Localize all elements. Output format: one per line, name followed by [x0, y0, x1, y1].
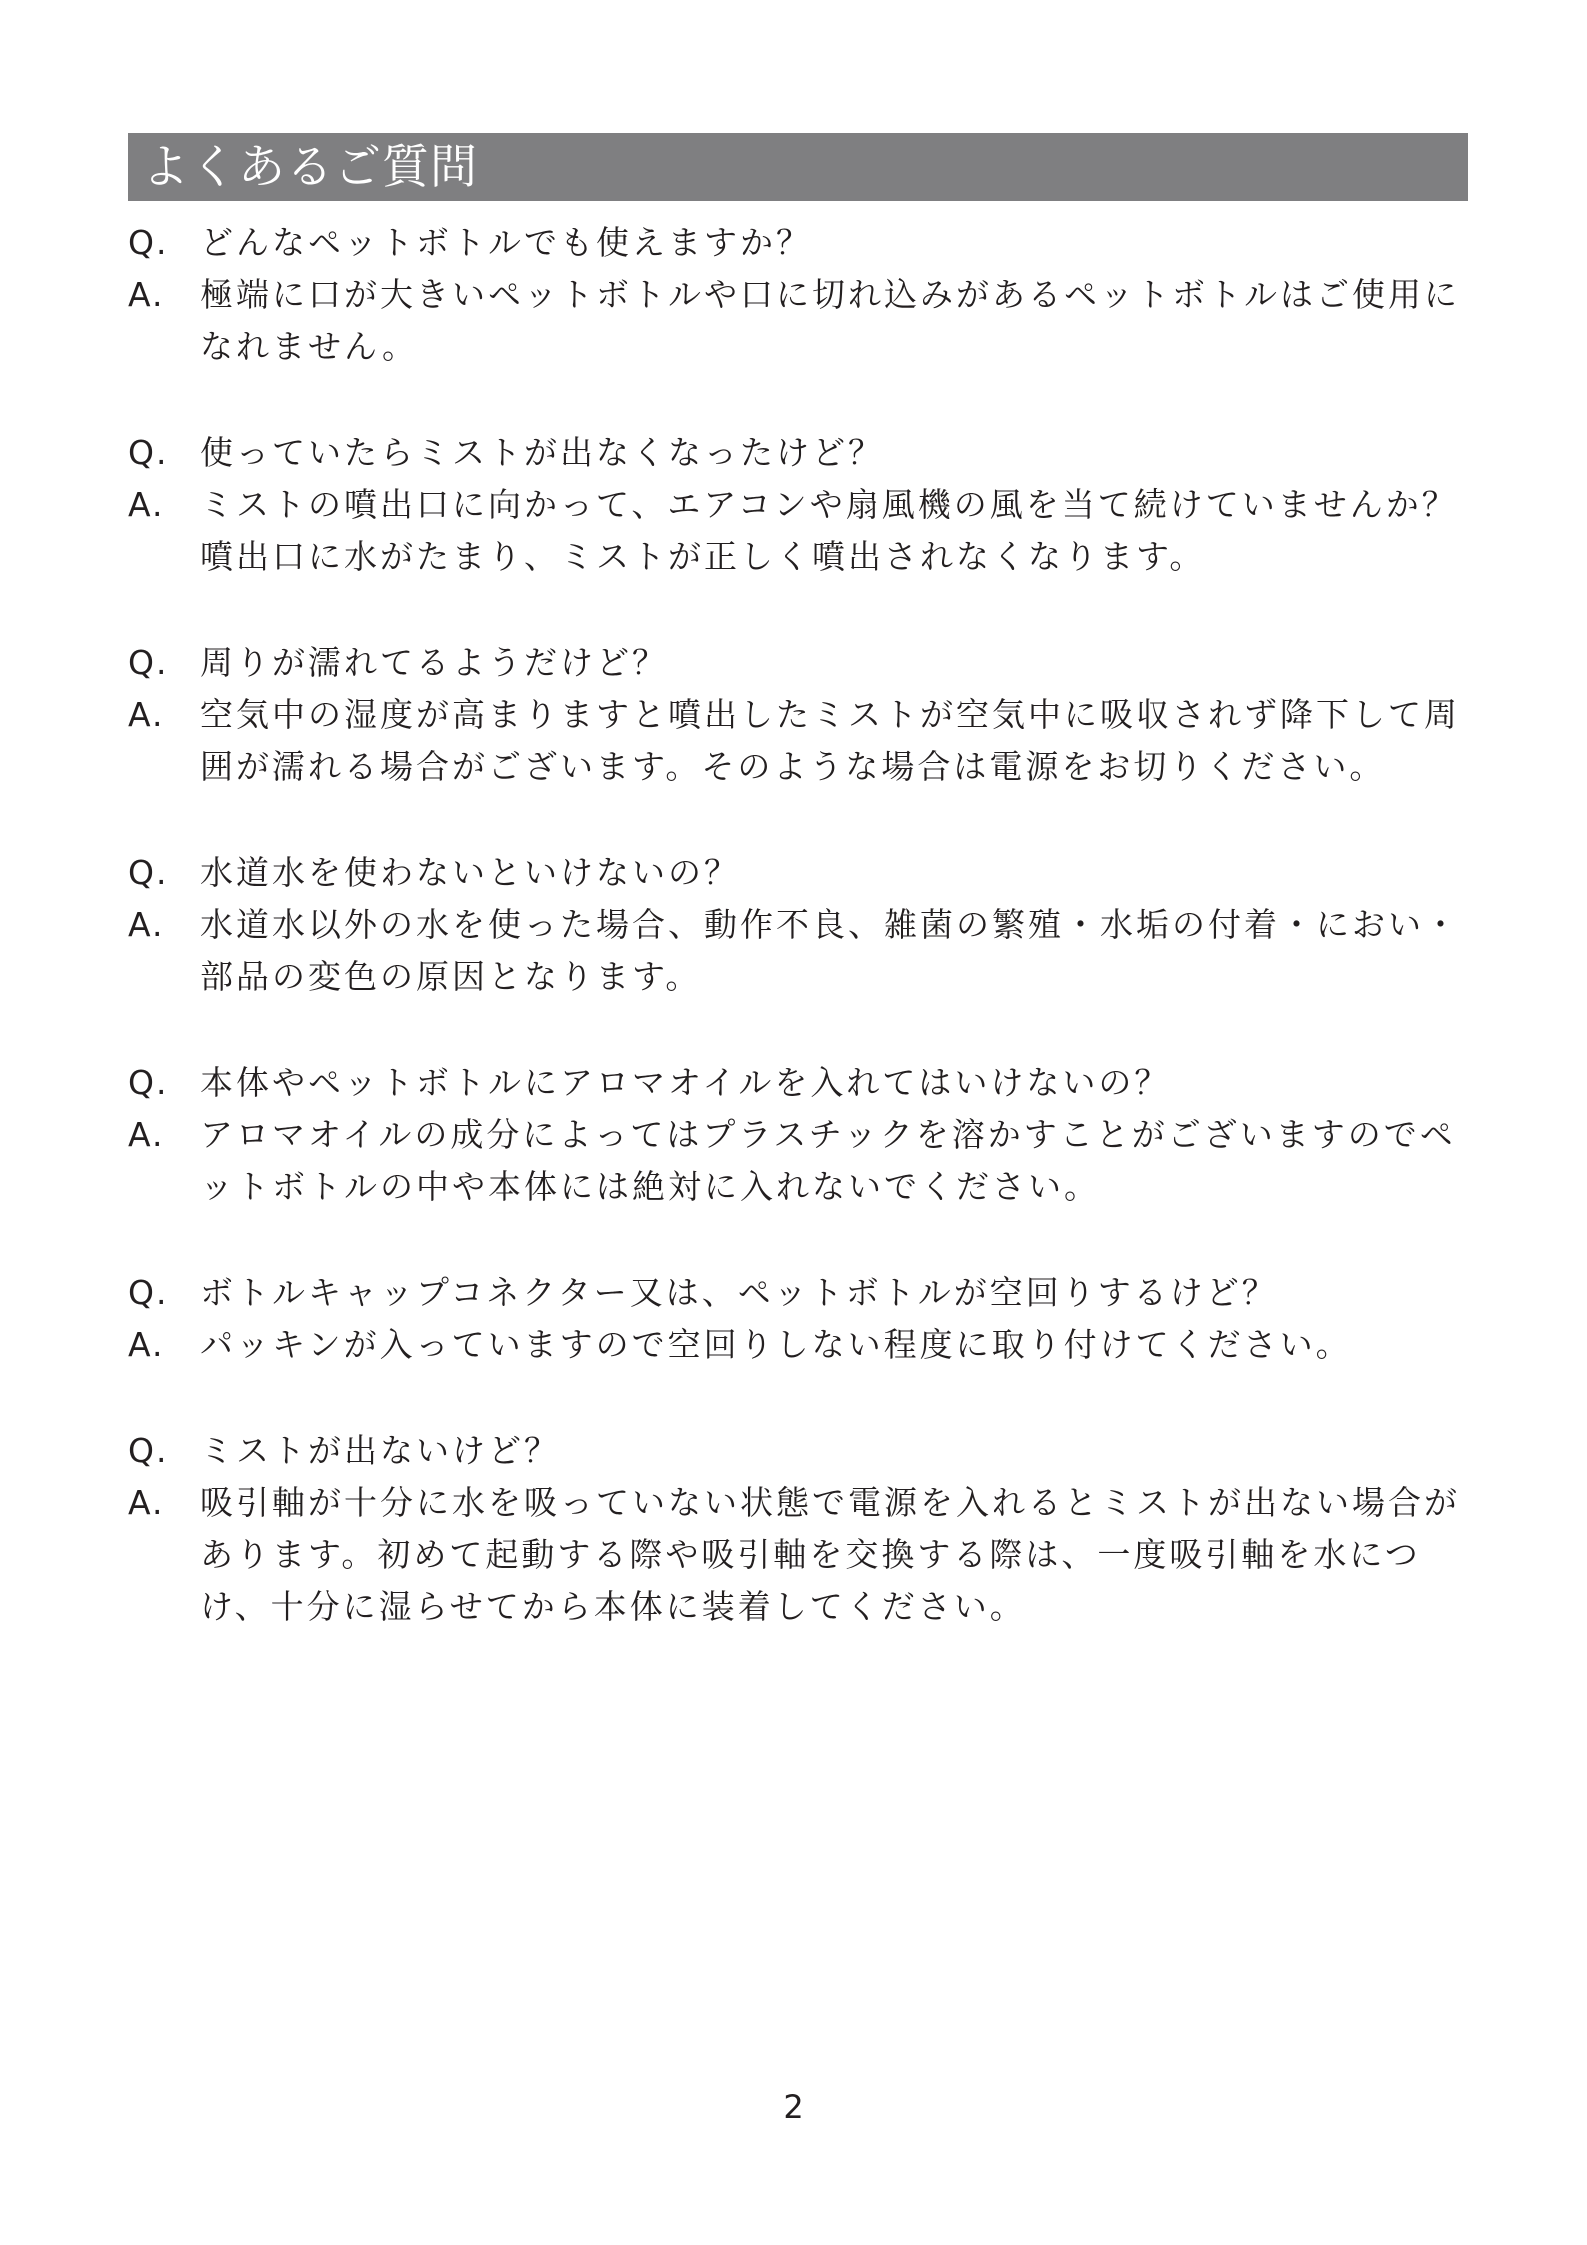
answer-text: 空気中の湿度が高まりますと噴出したミストが空気中に吸収されず降下して周囲が濡れる場合がございます。そのような場合は電源をお切りください。 [200, 695, 1460, 786]
answer-text: パッキンが入っていますので空回りしない程度に取り付けてください。 [200, 1325, 1352, 1364]
answer-text: ミストの噴出口に向かって、エアコンや扇風機の風を当て続けていませんか？ 噴出口に水がたまり、ミストが正しく噴出されなくなります。 [200, 485, 1458, 576]
question-text: 水道水を使わないといけないの？ [200, 853, 740, 892]
question-text: 本体やペットボトルにアロマオイルを入れてはいけないの？ [200, 1063, 1171, 1102]
page-title: よくあるご質問 [142, 139, 478, 195]
answer-text: 極端に口が大きいペットボトルや口に切れ込みがあるペットボトルはご使用になれません。 [200, 275, 1460, 366]
question-line [128, 1425, 1468, 1477]
question-line [128, 427, 1468, 479]
question-line [128, 847, 1468, 899]
question-text: 周りが濡れてるようだけど？ [200, 643, 668, 682]
answer-text: 水道水以外の水を使った場合、動作不良、雑菌の繁殖・水垢の付着・におい・部品の変色の原因となります。 [200, 905, 1460, 996]
answer-line [128, 899, 1468, 1003]
faq-item [128, 847, 1468, 1003]
answer-marker: A. [128, 1115, 165, 1154]
answer-marker: A. [128, 485, 165, 524]
question-marker: Q. [128, 433, 169, 472]
question-marker: Q. [128, 1431, 169, 1470]
answer-marker: A. [128, 1483, 165, 1522]
answer-marker: A. [128, 1325, 165, 1364]
answer-marker: A. [128, 695, 165, 734]
faq-list [128, 217, 1468, 1687]
answer-text: 吸引軸が十分に水を吸っていない状態で電源を入れるとミストが出ない場合があります。初めて起動する際や吸引軸を交換する際は、一度吸引軸を水につけ、十分に湿らせてから本体に装着してください。 [200, 1483, 1460, 1626]
faq-item [128, 1267, 1468, 1371]
answer-marker: A. [128, 905, 165, 944]
answer-text: アロマオイルの成分によってはプラスチックを溶かすことがございますのでペットボトルの中や本体には絶対に入れないでください。 [200, 1115, 1456, 1206]
answer-marker: A. [128, 275, 165, 314]
question-marker: Q. [128, 853, 169, 892]
question-line [128, 1057, 1468, 1109]
answer-line [128, 1109, 1468, 1213]
question-marker: Q. [128, 1273, 169, 1312]
question-text: 使っていたらミストが出なくなったけど？ [200, 433, 884, 472]
question-marker: Q. [128, 1063, 169, 1102]
question-marker: Q. [128, 223, 169, 262]
question-text: ボトルキャップコネクター又は、ペットボトルが空回りするけど？ [200, 1273, 1278, 1312]
faq-item [128, 1057, 1468, 1213]
question-line [128, 1267, 1468, 1319]
answer-line [128, 1477, 1468, 1633]
question-text: どんなペットボトルでも使えますか？ [200, 223, 812, 262]
question-line [128, 217, 1468, 269]
faq-item [128, 637, 1468, 793]
answer-line [128, 479, 1468, 583]
answer-line [128, 689, 1468, 793]
faq-item [128, 427, 1468, 583]
answer-line [128, 269, 1468, 373]
page-number: 2 [783, 2088, 804, 2126]
question-marker: Q. [128, 643, 169, 682]
faq-item [128, 217, 1468, 373]
answer-line [128, 1319, 1468, 1371]
question-text: ミストが出ないけど？ [200, 1431, 560, 1470]
question-line [128, 637, 1468, 689]
faq-item [128, 1425, 1468, 1633]
section-title-bar [128, 133, 1468, 201]
